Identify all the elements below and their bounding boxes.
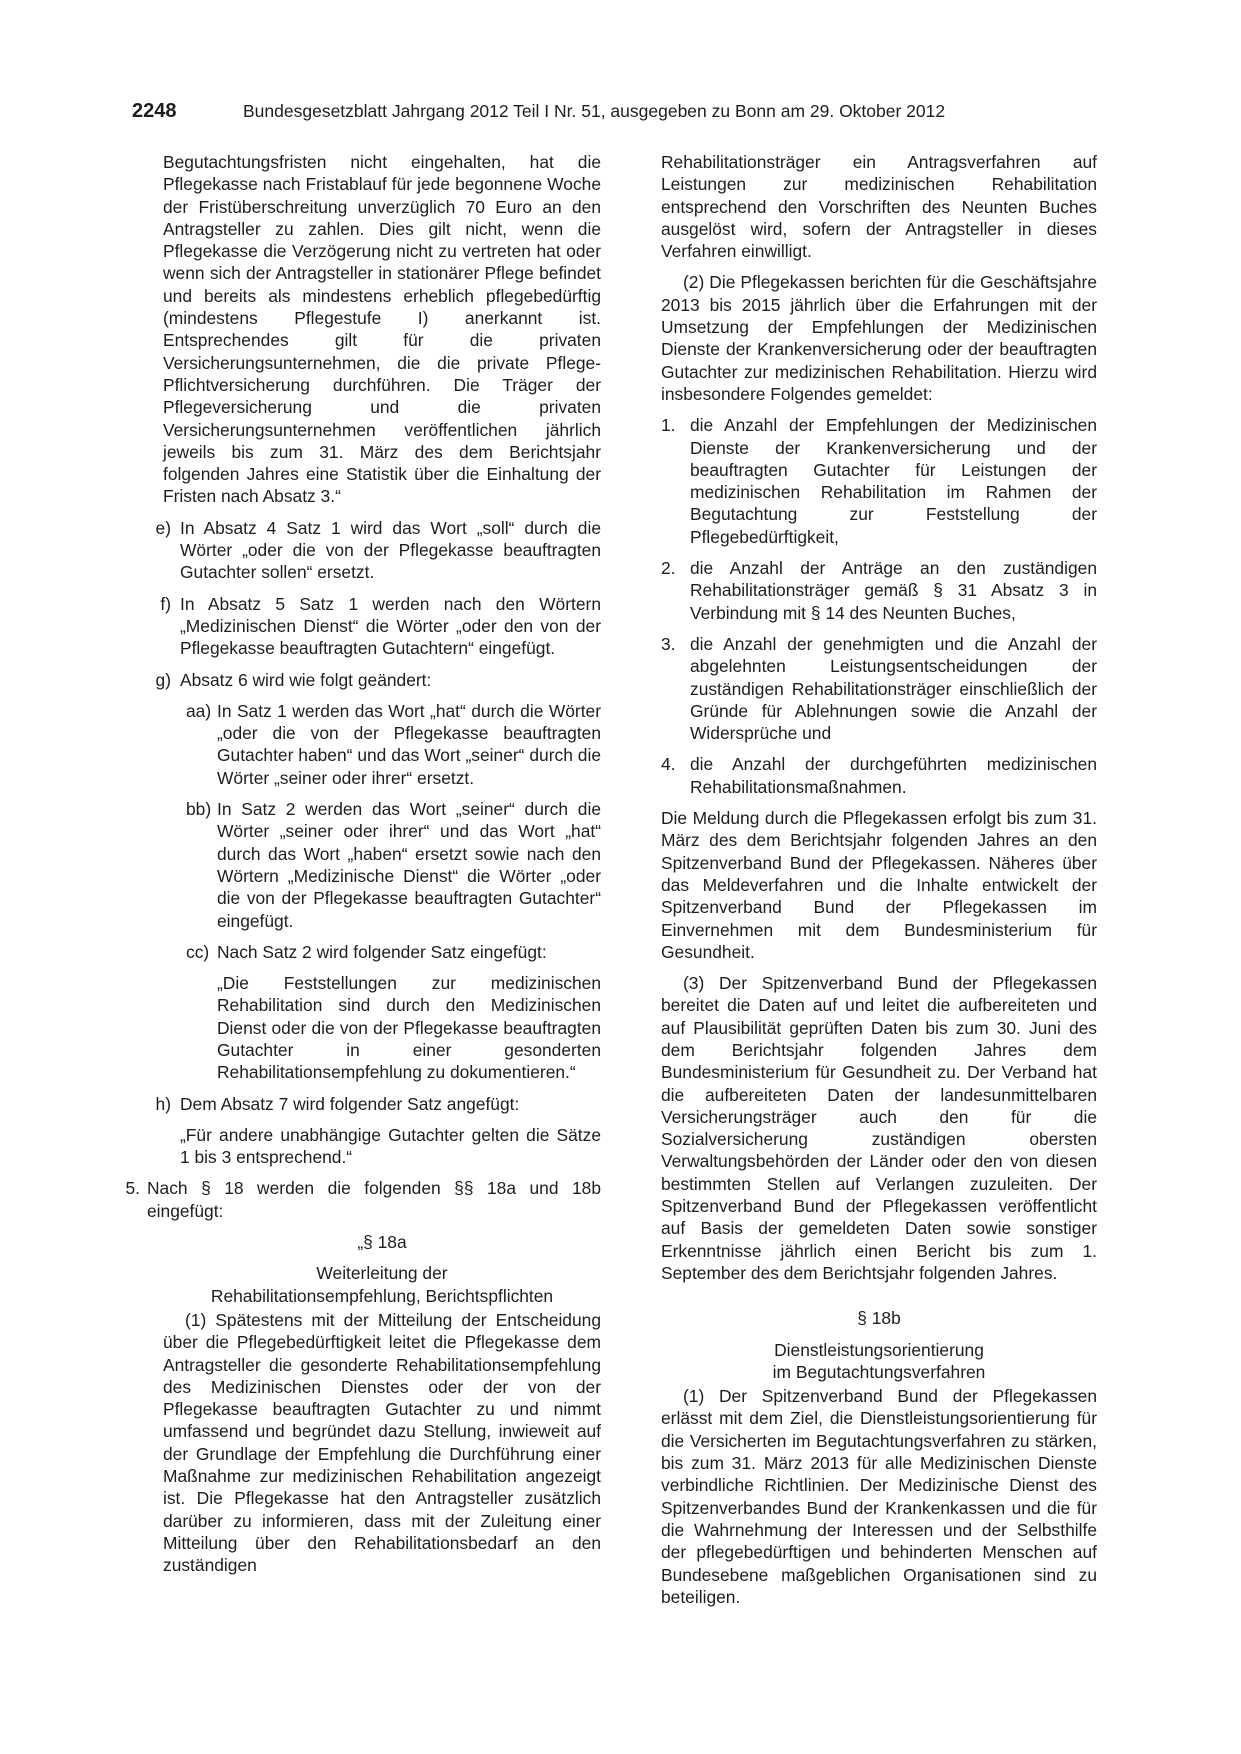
- right-column: [661, 151, 1097, 1617]
- left-column: [125, 151, 601, 1586]
- item-text: In Absatz 5 Satz 1 werden nach den Wörtern „Medizinischen Dienst“ die Wörter „oder den von der Pflegekasse beauftragten Gutachtern“ eingefügt.: [180, 593, 601, 659]
- paragraph-2: (2) Die Pflegekassen berichten für die Geschäftsjahre 2013 bis 2015 jährlich über die Erfahrungen mit der Umsetzung der Empfehlungen der Medizinischen Dienste der Krankenversicherung oder der beauftragten Gutachter zur medizinischen Rehabilitation. Hierzu wird insbesondere Folgendes gemeldet:: [661, 272, 1097, 404]
- inserted-sentence: „Für andere unabhängige Gutachter gelten die Sätze 1 bis 3 entsprechend.“: [180, 1124, 601, 1168]
- item-cc: [186, 941, 601, 1084]
- section-number: „§ 18a: [357, 1232, 407, 1253]
- list-item: [661, 753, 1097, 798]
- reporting-paragraph: Die Meldung durch die Pflegekassen erfolgt bis zum 31. März des dem Berichtsjahr folgenden Jahres an den Spitzenverband Bund der Pflegekassen. Näheres über das Meldeverfahren und die Inhalte entwickelt der Spitzenverband Bund der Pflegekassen im Einvernehmen mit dem Bundesministerium für Gesundheit.: [661, 808, 1097, 962]
- section-title: [163, 1262, 601, 1307]
- item-label: 2.: [661, 558, 676, 579]
- section-paragraph: (1) Der Spitzenverband Bund der Pflegekassen erlässt mit dem Ziel, die Dienstleistungsorientierung für die Versicherten im Begutachtungsverfahren zu stärken, bis zum 31. März 2013 für alle Medizinischen Dienste verbindliche Richtlinien. Der Medizinische Dienst des Spitzenverbandes Bund der Krankenkassen und die für die Wahrnehmung der Interessen und der Selbsthilfe der pflegebedürftigen und behinderten Menschen auf Bundesebene maßgeblichen Organisationen sind zu beteiligen.: [661, 1386, 1097, 1607]
- section-title-line: Rehabilitationsempfehlung, Berichtspflichten: [210, 1285, 554, 1306]
- list-item: [661, 557, 1097, 624]
- item-label: g): [155, 669, 171, 690]
- section-number: § 18b: [857, 1308, 901, 1329]
- item-text: die Anzahl der durchgeführten medizinischen Rehabilitationsmaßnahmen.: [690, 754, 1097, 797]
- continuation-paragraph: Rehabilitationsträger ein Antragsverfahren auf Leistungen zur medizinischen Rehabilitation entsprechend den Vorschriften des Neunten Buches ausgelöst wird, sofern der Antragsteller in dieses Verfahren einwilligt.: [661, 152, 1097, 262]
- item-g: [150, 669, 601, 691]
- item-label: f): [160, 593, 171, 614]
- item-text: In Absatz 4 Satz 1 wird das Wort „soll“ durch die Wörter „oder die von der Pflegekasse beauftragten Gutachter sollen“ ersetzt.: [180, 517, 601, 583]
- paragraph-3: (3) Der Spitzenverband Bund der Pflegekassen bereitet die Daten auf und leitet die aufbereiteten und auf Plausibilität geprüften Daten bis zum 30. Juni des dem Berichtsjahr folgenden Jahres dem Bundesministerium für Gesundheit zu. Der Verband hat die aufbereiteten Daten der landesunmittelbaren Versicherungsträger auch den für die Sozialversicherung zuständigen obersten Verwaltungsbehörden der Länder oder den von diesen bestimmten Stellen auf Verlangen zuzuleiten. Der Spitzenverband Bund der Pflegekassen veröffentlicht auf Basis der gemeldeten Daten sowie sonstiger Erkenntnisse jährlich einen Bericht bis zum 1. September des dem Berichtsjahr folgenden Jahres.: [661, 973, 1097, 1283]
- section-title: [661, 1339, 1097, 1384]
- item-text: Dem Absatz 7 wird folgender Satz angefügt:: [180, 1093, 520, 1114]
- section-paragraph: (1) Spätestens mit der Mitteilung der Entscheidung über die Pflegebedürftigkeit leitet die Pflegekasse dem Antragsteller die gesonderte Rehabilitationsempfehlung des Medizinischen Dienstes oder der von der Pflegekasse beauftragten Gutachter zu und nimmt umfassend und begründet dazu Stellung, inwieweit auf der Grundlage der Empfehlung die Durchführung einer Maßnahme zur medizinischen Rehabilitation angezeigt ist. Die Pflegekasse hat den Antragsteller zusätzlich darüber zu informieren, dass mit der Zuleitung einer Mitteilung über den Rehabilitationsbedarf an den zuständigen: [163, 1309, 601, 1576]
- section-title-line: Weiterleitung der: [316, 1263, 448, 1284]
- item-text: In Satz 1 werden das Wort „hat“ durch die Wörter „oder die von der Pflegekasse beauftragten Gutachter haben“ und das Wort „seiner“ durch die Wörter „seiner oder ihrer“ ersetzt.: [217, 700, 601, 788]
- item-label: e): [155, 517, 171, 538]
- item-text: die Anzahl der genehmigten und die Anzahl der abgelehnten Leistungsentscheidungen der zuständigen Rehabilitationsträger einschließlich der Gründe für Ablehnungen sowie die Anzahl der Widersprüche und: [690, 633, 1097, 744]
- item-text: die Anzahl der Empfehlungen der Medizinischen Dienste der Krankenversicherung und der beauftragten Gutachter für Leistungen der medizinischen Rehabilitation im Rahmen der Begutachtung zur Feststellung der Pflegebedürftigkeit,: [690, 415, 1097, 547]
- item-bb: [186, 798, 601, 932]
- item-e: [150, 517, 601, 584]
- item-5: [121, 1177, 601, 1222]
- item-text: In Satz 2 werden das Wort „seiner“ durch die Wörter „seiner oder ihrer“ und das Wort „hat“ durch das Wort „haben“ ersetzt sowie nach den Wörtern „Medizinische Dienst“ die Wörter „oder die von der Pflegekasse beauftragten Gutachter“ eingefügt.: [217, 799, 601, 931]
- section-title-line: Dienstleistungsorientierung: [774, 1339, 984, 1360]
- item-label: cc): [186, 941, 210, 962]
- running-head: Bundesgesetzblatt Jahrgang 2012 Teil I Nr. 51, ausgegeben zu Bonn am 29. Oktober 2012: [243, 101, 946, 121]
- item-text: Nach § 18 werden die folgenden §§ 18a und 18b eingefügt:: [147, 1178, 601, 1221]
- item-label: bb): [186, 799, 212, 820]
- section-title-line: im Begutachtungsverfahren: [772, 1361, 986, 1382]
- item-text: die Anzahl der Anträge an den zuständigen Rehabilitationsträger gemäß § 31 Absatz 3 in Verbindung mit § 14 des Neunten Buches,: [690, 558, 1097, 623]
- item-label: aa): [186, 700, 212, 721]
- item-f: [150, 593, 601, 660]
- item-aa: [186, 700, 601, 789]
- list-item: [661, 633, 1097, 744]
- item-text: Nach Satz 2 wird folgender Satz eingefügt:: [217, 941, 547, 962]
- page-number: 2248: [132, 100, 177, 122]
- item-label: h): [155, 1093, 171, 1114]
- item-text: Absatz 6 wird wie folgt geändert:: [180, 669, 432, 690]
- list-item: [661, 414, 1097, 548]
- page-header: [132, 97, 994, 127]
- item-label: 1.: [661, 415, 676, 436]
- item-label: 5.: [125, 1178, 140, 1199]
- inserted-sentence: „Die Feststellungen zur medizinischen Rehabilitation sind durch den Medizinischen Dienst oder die von der Pflegekasse beauftragten Gutachter in einer gesonderten Rehabilitationsempfehlung zu dokumentieren.“: [217, 973, 601, 1083]
- item-h: [150, 1093, 601, 1169]
- item-body: [217, 941, 601, 1084]
- item-body: [180, 1093, 601, 1169]
- item-label: 3.: [661, 633, 676, 654]
- item-label: 4.: [661, 754, 676, 775]
- intro-paragraph: Begutachtungsfristen nicht eingehalten, hat die Pflegekasse nach Fristablauf für jede begonnene Woche der Fristüberschreitung unverzüglich 70 Euro an den Antragsteller zu zahlen. Dies gilt nicht, wenn die Pflegekasse die Verzögerung nicht zu vertreten hat oder wenn sich der Antragsteller in stationärer Pflege befindet und bereits als mindestens erheblich pflegebedürftig (mindestens Pflegestufe I) anerkannt ist. Entsprechendes gilt für die privaten Versicherungsunternehmen, die die private Pflege-Pflichtversicherung durchführen. Die Träger der Pflegeversicherung und die privaten Versicherungsunternehmen veröffentlichen jährlich jeweils bis zum 31. März des dem Berichtsjahr folgenden Jahres eine Statistik über die Einhaltung der Fristen nach Absatz 3.“: [163, 152, 601, 507]
